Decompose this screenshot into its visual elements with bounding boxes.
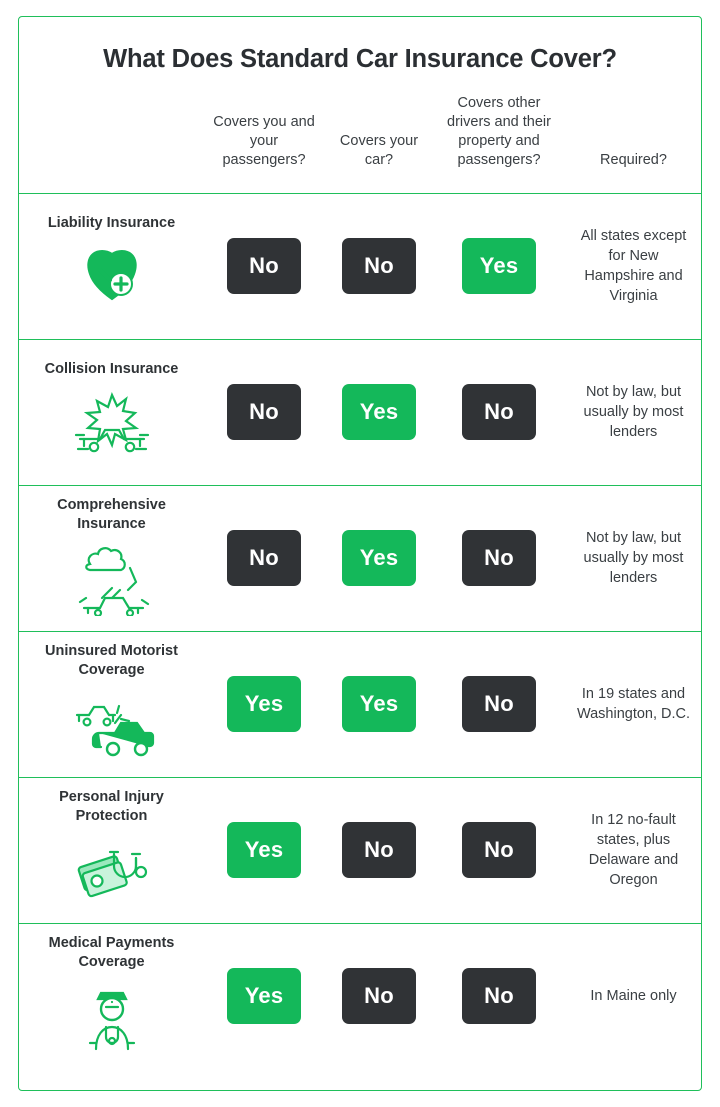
row-label: Collision Insurance [44, 360, 179, 377]
cell-required: Not by law, but usually by most lenders [583, 384, 684, 440]
table-header-row [19, 80, 701, 193]
status-badge: No [227, 238, 301, 294]
header-cell-covers-you: Covers you and your passengers? [213, 114, 315, 169]
status-badge: Yes [462, 238, 536, 294]
row-label-cell [19, 924, 204, 1068]
header-cell-covers-others: Covers other drivers and their property and passengers? [447, 95, 551, 169]
cell-covers-others [434, 530, 564, 586]
cell-required: Not by law, but usually by most lenders [583, 530, 684, 586]
status-badge: No [462, 676, 536, 732]
status-badge: No [342, 968, 416, 1024]
cell-covers-your-car [324, 822, 434, 878]
header-cell-required: Required? [600, 152, 667, 169]
cell-covers-you [204, 384, 324, 440]
status-badge: No [462, 822, 536, 878]
page-title: What Does Standard Car Insurance Cover? [103, 45, 617, 73]
row-label-cell [19, 486, 204, 630]
row-label-cell [19, 350, 204, 475]
row-label-cell [19, 778, 204, 922]
table-row [19, 339, 701, 485]
status-badge: Yes [227, 676, 301, 732]
status-badge: No [462, 530, 536, 586]
cell-covers-you [204, 238, 324, 294]
table-row [19, 193, 701, 339]
status-badge: No [227, 384, 301, 440]
row-label: Medical Payments Coverage [48, 935, 175, 970]
row-label: Liability Insurance [47, 214, 176, 231]
status-badge: Yes [342, 384, 416, 440]
shield-wrench-plus-icon [66, 238, 158, 316]
status-badge: No [462, 968, 536, 1024]
cell-covers-you [204, 968, 324, 1024]
status-badge: No [462, 384, 536, 440]
row-label-cell [19, 204, 204, 329]
table-row [19, 777, 701, 923]
row-label-cell [19, 632, 204, 776]
cell-covers-your-car [324, 384, 434, 440]
row-label: Uninsured Motorist Coverage [45, 643, 178, 678]
status-badge: No [342, 238, 416, 294]
doctor-icon [66, 978, 158, 1056]
cell-required: In 12 no-fault states, plus Delaware and Oregon [588, 812, 679, 888]
status-badge: Yes [227, 822, 301, 878]
table-row [19, 923, 701, 1069]
status-badge: Yes [342, 530, 416, 586]
two-cars-collision-icon [66, 686, 158, 764]
header-cell-coverage [19, 171, 204, 177]
cell-covers-others [434, 676, 564, 732]
cell-required: All states except for New Hampshire and Virginia [580, 228, 687, 304]
table-row [19, 485, 701, 631]
cell-required: In Maine only [590, 988, 677, 1004]
status-badge: Yes [342, 676, 416, 732]
money-stethoscope-icon [66, 832, 158, 910]
coverage-table-panel [18, 16, 702, 1091]
cell-covers-others [434, 384, 564, 440]
cell-covers-your-car [324, 530, 434, 586]
cell-covers-others [434, 822, 564, 878]
cell-covers-you [204, 530, 324, 586]
car-falling-tree-icon [66, 540, 158, 618]
cell-required: In 19 states and Washington, D.C. [576, 686, 691, 722]
status-badge: No [342, 822, 416, 878]
cell-covers-your-car [324, 968, 434, 1024]
status-badge: No [227, 530, 301, 586]
row-label: Personal Injury Protection [59, 789, 164, 824]
status-badge: Yes [227, 968, 301, 1024]
car-crash-icon [66, 384, 158, 462]
cell-covers-your-car [324, 676, 434, 732]
table-row [19, 631, 701, 777]
cell-covers-you [204, 822, 324, 878]
cell-covers-you [204, 676, 324, 732]
cell-covers-your-car [324, 238, 434, 294]
header-cell-covers-your-car: Covers your car? [339, 133, 419, 169]
cell-covers-others [434, 238, 564, 294]
cell-covers-others [434, 968, 564, 1024]
row-label: Comprehensive Insurance [57, 497, 166, 532]
